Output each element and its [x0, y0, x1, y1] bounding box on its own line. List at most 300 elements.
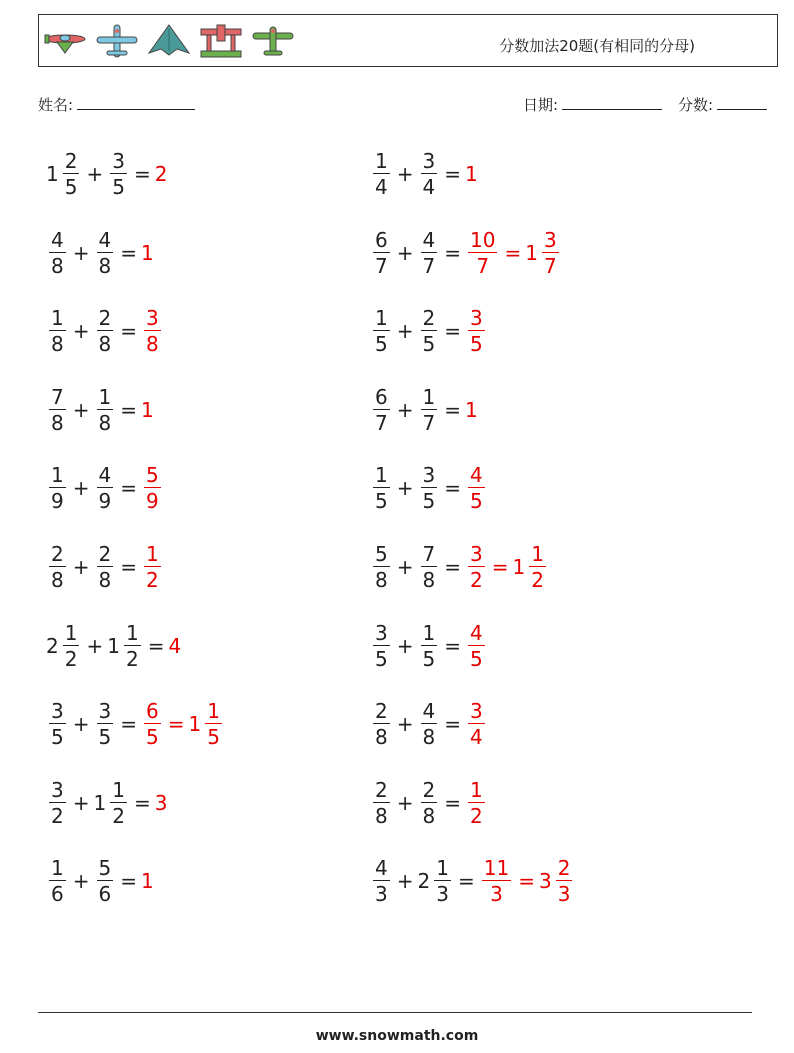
number	[141, 398, 155, 422]
stealth-jet-icon	[147, 23, 191, 59]
denominator: 7	[422, 410, 436, 435]
denominator: 2	[112, 803, 125, 828]
numerator: 6	[146, 699, 159, 724]
numerator: 6	[375, 384, 388, 409]
problem-item	[370, 223, 562, 283]
numerator: 2	[375, 777, 388, 802]
problem-item	[46, 616, 182, 676]
fraction	[205, 699, 222, 750]
number	[465, 463, 488, 514]
fraction	[542, 227, 559, 278]
score-field	[678, 94, 767, 115]
numerator: 3	[98, 699, 112, 724]
date-field	[523, 94, 662, 115]
plus-sign: +	[396, 555, 414, 579]
denominator: 9	[51, 489, 64, 514]
numerator: 4	[375, 856, 388, 881]
equals-sign: =	[120, 476, 137, 501]
number	[46, 227, 69, 278]
equals-sign: =	[457, 869, 475, 894]
numerator: 2	[98, 306, 112, 331]
numerator: 1	[51, 306, 64, 331]
equals-sign: =	[120, 555, 137, 579]
fraction	[49, 306, 66, 357]
denominator: 5	[470, 332, 483, 357]
denominator: 2	[531, 568, 544, 592]
numerator: 4	[98, 463, 112, 488]
plus-sign: +	[86, 162, 104, 186]
number	[94, 544, 117, 590]
problem-item	[46, 380, 155, 440]
number	[370, 620, 393, 671]
equals-sign: =	[518, 869, 535, 894]
fraction	[373, 777, 390, 828]
numerator: 1	[64, 620, 78, 645]
answer	[141, 463, 164, 514]
whole-number: 1	[465, 162, 478, 186]
footer-divider	[38, 1012, 752, 1013]
numerator: 3	[470, 699, 483, 724]
denominator: 5	[422, 332, 436, 357]
plus-sign: +	[72, 712, 90, 737]
whole-number: 1	[141, 240, 154, 265]
denominator: 7	[375, 253, 388, 278]
fraction	[97, 227, 114, 278]
airplane-blue-icon	[95, 23, 139, 59]
numerator: 7	[422, 542, 436, 566]
fraction	[373, 306, 390, 357]
numerator: 3	[51, 699, 64, 724]
numerator: 1	[51, 856, 64, 881]
numerator: 10	[470, 227, 496, 252]
numerator: 1	[436, 856, 449, 881]
number	[418, 620, 441, 671]
fraction	[529, 544, 546, 590]
denominator: 8	[422, 803, 436, 828]
number	[46, 306, 69, 357]
number	[513, 544, 549, 590]
number	[46, 856, 69, 907]
number	[465, 306, 488, 357]
denominator: 5	[207, 725, 220, 750]
denominator: 6	[51, 882, 64, 907]
fraction	[49, 777, 66, 828]
plus-sign: +	[72, 397, 90, 422]
numerator: 2	[422, 777, 436, 802]
answer	[465, 306, 488, 357]
fraction	[373, 856, 390, 907]
plus-sign: +	[72, 476, 90, 501]
problem-item	[46, 773, 168, 833]
whole-number: 2	[154, 162, 168, 186]
whole-number: 3	[538, 869, 552, 894]
plus-sign: +	[396, 162, 414, 186]
whole-number: 1	[141, 869, 154, 894]
denominator: 3	[557, 882, 571, 907]
answer	[141, 241, 155, 265]
plus-sign: +	[396, 397, 414, 422]
plus-sign: +	[72, 790, 90, 815]
fraction	[63, 151, 80, 197]
airplane-red-icon	[43, 23, 87, 59]
equals-sign: =	[444, 397, 461, 422]
numerator: 1	[125, 620, 139, 645]
equals-sign: =	[120, 240, 137, 265]
number	[46, 384, 69, 435]
problem-item	[370, 851, 575, 911]
denominator: 5	[64, 175, 78, 199]
fraction	[373, 463, 390, 514]
fraction	[97, 306, 114, 357]
number	[370, 699, 393, 750]
numerator: 1	[51, 463, 64, 488]
fraction	[556, 856, 573, 907]
fraction	[468, 699, 485, 750]
answer	[465, 463, 488, 514]
problem-item	[370, 144, 479, 204]
numerator: 3	[375, 620, 388, 645]
number	[418, 151, 441, 197]
problem-item	[46, 694, 225, 754]
whole-number: 1	[465, 397, 478, 422]
equals-sign: =	[444, 240, 461, 265]
whole-number: 1	[141, 397, 154, 422]
equals-sign: =	[444, 162, 461, 186]
fraction	[373, 544, 390, 590]
equals-sign: =	[444, 319, 461, 344]
denominator: 5	[422, 646, 436, 671]
denominator: 8	[98, 253, 112, 278]
whole-number: 4	[168, 633, 182, 658]
number	[417, 856, 454, 907]
fraction	[97, 463, 114, 514]
fraction	[421, 306, 438, 357]
number	[465, 398, 479, 422]
date-label: 日期:	[523, 96, 559, 114]
numerator: 5	[375, 542, 388, 566]
equals-sign: =	[444, 790, 461, 815]
fraction	[421, 151, 438, 197]
fraction	[421, 699, 438, 750]
denominator: 5	[375, 332, 388, 357]
equals-sign: =	[120, 397, 137, 422]
plus-sign: +	[72, 319, 90, 344]
denominator: 8	[98, 568, 112, 592]
denominator: 5	[375, 489, 388, 514]
numerator: 2	[64, 149, 78, 173]
number	[46, 777, 69, 828]
whole-number: 1	[188, 712, 202, 737]
fraction	[144, 463, 161, 514]
whole-number: 1	[525, 240, 538, 265]
number	[141, 699, 164, 750]
whole-number: 1	[512, 555, 526, 579]
whole-number: 1	[107, 633, 120, 658]
number	[465, 544, 488, 590]
fraction	[421, 544, 438, 590]
problem-item	[370, 537, 549, 597]
problem-item	[370, 301, 488, 361]
denominator: 9	[146, 489, 159, 514]
footer-site: www.snowmath.com	[315, 1028, 479, 1044]
number	[479, 856, 514, 907]
denominator: 7	[543, 253, 557, 278]
fraction	[373, 227, 390, 278]
number	[46, 620, 82, 671]
numerator: 3	[146, 306, 159, 331]
answer	[465, 777, 488, 828]
plus-sign: +	[396, 319, 414, 344]
fraction	[373, 384, 390, 435]
number	[370, 544, 393, 590]
number	[46, 151, 82, 197]
problem-item	[46, 851, 155, 911]
equals-sign: =	[133, 790, 151, 815]
plus-sign: +	[86, 633, 104, 658]
equals-sign: =	[444, 555, 461, 579]
number	[370, 306, 393, 357]
date-blank[interactable]	[562, 95, 662, 110]
denominator: 8	[51, 253, 64, 278]
denominator: 5	[470, 646, 483, 671]
denominator: 8	[51, 332, 64, 357]
number	[94, 856, 117, 907]
denominator: 2	[51, 803, 64, 828]
fraction	[97, 856, 114, 907]
number	[188, 699, 225, 750]
denominator: 5	[112, 175, 125, 199]
number	[94, 306, 117, 357]
number	[168, 634, 182, 658]
answer	[141, 869, 155, 893]
denominator: 2	[470, 803, 483, 828]
plus-sign: +	[396, 712, 414, 737]
airplane-green-icon	[251, 23, 295, 59]
number	[141, 306, 164, 357]
problem-item	[370, 694, 488, 754]
numerator: 2	[98, 542, 112, 566]
denominator: 2	[125, 646, 139, 671]
numerator: 3	[543, 227, 557, 252]
score-label: 分数:	[678, 96, 714, 114]
answer	[141, 699, 225, 750]
fraction	[97, 699, 114, 750]
number	[94, 227, 117, 278]
whole-number: 1	[46, 162, 59, 186]
fraction	[49, 384, 66, 435]
answer	[465, 398, 479, 422]
numerator: 1	[98, 384, 112, 409]
equals-sign: =	[120, 869, 137, 894]
numerator: 11	[483, 856, 510, 881]
problem-item	[46, 458, 164, 518]
number	[465, 227, 500, 278]
numerator: 4	[470, 463, 483, 488]
number	[370, 856, 393, 907]
denominator: 8	[422, 568, 436, 592]
numerator: 1	[207, 699, 220, 724]
numerator: 2	[422, 306, 436, 331]
equals-sign: =	[444, 712, 461, 737]
denominator: 3	[375, 882, 388, 907]
number	[370, 151, 393, 197]
denominator: 5	[146, 725, 159, 750]
whole-number: 3	[154, 790, 168, 815]
whole-number: 1	[93, 790, 107, 815]
answer	[141, 306, 164, 357]
header-icons	[43, 23, 295, 59]
denominator: 5	[422, 489, 436, 514]
fraction	[421, 620, 438, 671]
denominator: 4	[470, 725, 483, 750]
whole-number: 2	[417, 869, 431, 894]
answer	[479, 856, 576, 907]
equals-sign: =	[133, 162, 151, 186]
fraction	[110, 151, 127, 197]
fraction	[421, 384, 438, 435]
fraction	[97, 384, 114, 435]
numerator: 1	[375, 463, 388, 488]
denominator: 8	[98, 332, 112, 357]
number	[155, 162, 169, 186]
numerator: 2	[51, 542, 64, 566]
numerator: 3	[422, 149, 436, 173]
name-label: 姓名:	[38, 96, 74, 114]
number	[370, 463, 393, 514]
number	[107, 151, 130, 197]
problem-item	[370, 380, 479, 440]
numerator: 1	[375, 149, 388, 173]
numerator: 1	[112, 777, 125, 802]
numerator: 7	[51, 384, 64, 409]
plus-sign: +	[396, 240, 414, 265]
fraction	[468, 463, 485, 514]
problem-item	[46, 301, 164, 361]
equals-sign: =	[120, 319, 137, 344]
denominator: 7	[375, 410, 388, 435]
number	[465, 699, 488, 750]
numerator: 1	[146, 542, 159, 566]
equals-sign: =	[167, 712, 185, 737]
name-blank[interactable]	[77, 95, 195, 110]
fraction	[144, 544, 161, 590]
fraction	[468, 227, 497, 278]
fraction	[49, 227, 66, 278]
score-blank[interactable]	[717, 95, 767, 110]
denominator: 4	[375, 175, 388, 199]
denominator: 5	[51, 725, 64, 750]
fraction	[49, 463, 66, 514]
numerator: 6	[375, 227, 388, 252]
number	[370, 777, 393, 828]
number	[370, 227, 393, 278]
answer	[465, 544, 549, 590]
equals-sign: =	[444, 476, 461, 501]
numerator: 5	[146, 463, 159, 488]
numerator: 3	[422, 463, 436, 488]
fraction	[49, 544, 66, 590]
number	[46, 463, 69, 514]
number	[141, 463, 164, 514]
number	[418, 463, 441, 514]
number	[93, 777, 130, 828]
number	[370, 384, 393, 435]
answer	[168, 634, 182, 658]
fraction	[110, 777, 127, 828]
problem-item	[370, 616, 488, 676]
numerator: 3	[470, 542, 483, 566]
fraction	[97, 544, 114, 590]
fraction	[49, 699, 66, 750]
numerator: 2	[557, 856, 571, 881]
denominator: 7	[476, 253, 490, 278]
numerator: 4	[51, 227, 64, 252]
number	[525, 227, 561, 278]
number	[94, 463, 117, 514]
denominator: 4	[422, 175, 436, 199]
plus-sign: +	[72, 555, 90, 579]
equals-sign: =	[491, 555, 509, 579]
fraction	[468, 544, 485, 590]
whole-number: 2	[46, 633, 59, 658]
numerator: 1	[422, 384, 436, 409]
equals-sign: =	[504, 240, 522, 265]
number	[46, 544, 69, 590]
answer	[141, 398, 155, 422]
numerator: 1	[422, 620, 436, 645]
equals-sign: =	[444, 633, 461, 658]
denominator: 2	[146, 568, 159, 592]
fraction	[63, 620, 80, 671]
number	[538, 856, 575, 907]
fraction	[434, 856, 451, 907]
number	[418, 544, 441, 590]
answer	[465, 162, 479, 186]
answer	[465, 620, 488, 671]
numerator: 4	[422, 699, 436, 724]
numerator: 3	[112, 149, 125, 173]
answer	[155, 791, 169, 815]
number	[465, 777, 488, 828]
worksheet-header	[38, 14, 778, 67]
numerator: 4	[470, 620, 483, 645]
number	[465, 620, 488, 671]
numerator: 3	[470, 306, 483, 331]
number	[418, 306, 441, 357]
number	[141, 544, 164, 590]
page-title: 分数加法20题(有相同的分母)	[499, 37, 695, 55]
numerator: 2	[375, 699, 388, 724]
denominator: 8	[375, 803, 388, 828]
problem-item	[46, 537, 164, 597]
numerator: 4	[422, 227, 436, 252]
denominator: 8	[422, 725, 436, 750]
fraction	[468, 620, 485, 671]
fraction	[373, 620, 390, 671]
biplane-red-icon	[199, 23, 243, 59]
denominator: 8	[51, 568, 64, 592]
number	[141, 869, 155, 893]
numerator: 1	[375, 306, 388, 331]
fraction	[144, 699, 161, 750]
problem-item	[370, 458, 488, 518]
number	[418, 777, 441, 828]
fraction	[421, 463, 438, 514]
fraction	[468, 306, 485, 357]
problem-item	[46, 223, 155, 283]
number	[46, 699, 69, 750]
numerator: 4	[98, 227, 112, 252]
